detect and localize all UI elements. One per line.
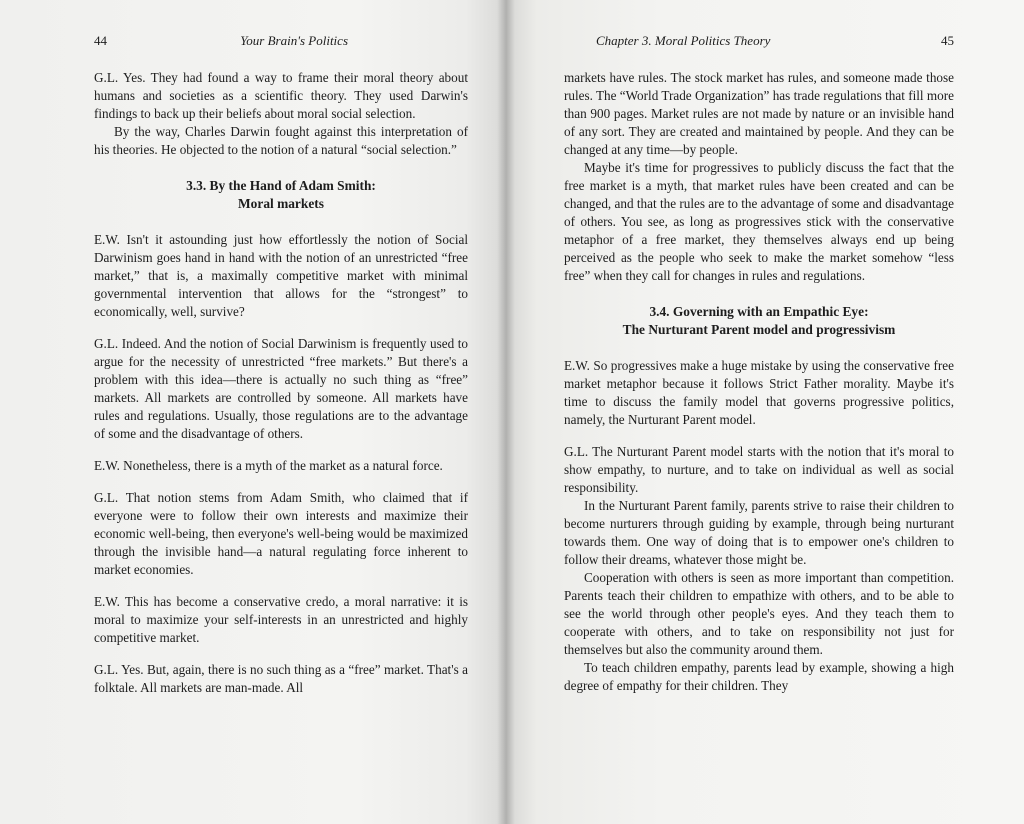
section-heading-line: 3.3. By the Hand of Adam Smith: [186,178,376,193]
paragraph: E.W. Nonetheless, there is a myth of the market as a natural force. [94,458,443,473]
paragraph: To teach children empathy, parents lead by example, showing a high degree of empathy for their children. They [564,660,954,693]
paragraph: In the Nurturant Parent family, parents strive to raise their children to become nurturers through guiding by example, through being nurturant towards them. One way of doing that is to empower one's children to follow their dreams, whatever those might be. [564,498,954,567]
left-page [0,0,506,824]
paragraph: By the way, Charles Darwin fought against this interpretation of his theories. He objected to the notion of a natural “social selection.” [94,124,468,157]
paragraph: E.W. Isn't it astounding just how effortlessly the notion of Social Darwinism goes hand in hand with the notion of an unrestricted “free market,” that is, a maximally competitive market with minimal governmental intervention that allows for the “strongest” to economically, well, survive? [94,232,468,319]
paragraph: G.L. The Nurturant Parent model starts with the notion that it's moral to show empathy, to nurture, and to take on individual as well as social responsibility. [564,444,954,495]
section-heading-line: 3.4. Governing with an Empathic Eye: [649,304,869,319]
paragraph: E.W. This has become a conservative credo, a moral narrative: it is moral to maximize your self-interests in an unrestricted and highly competitive market. [94,594,468,645]
section-heading-line: The Nurturant Parent model and progressivism [622,322,896,337]
section-heading [94,177,468,213]
left-running-title: Your Brain's Politics [240,33,348,48]
section-heading [564,303,954,339]
paragraph: E.W. So progressives make a huge mistake by using the conservative free market metaphor because it follows Strict Father morality. Maybe it's time to discuss the family model that governs progressive politics, namely, the Nurturant Parent model. [564,358,954,427]
left-page-number: 44 [94,33,107,48]
paragraph: Maybe it's time for progressives to publicly discuss the fact that the free market is a myth, that market rules have been created and can be changed, and that the rules are to the advantage of some and disadvantage of others. You see, as long as progressives stick with the conservative metaphor of a free market, they themselves always end up being perceived as the people who seek to make the market somehow “less free” when they call for changes in rules and regulations. [564,160,954,283]
paragraph: markets have rules. The stock market has rules, and someone made those rules. The “World Trade Organization” has trade regulations that fill more than 900 pages. Market rules are not made by nature or an invisible hand of any sort. They are created and maintained by people. And they can be changed at any time—by people. [564,70,954,157]
right-page-body [564,69,954,695]
paragraph: Cooperation with others is seen as more important than competition. Parents teach their children to empathize with others, and to be able to see the world through other people's eyes. And they teach them to cooperate with others, and to take on responsibility not just for themselves but also the community around them. [564,570,954,657]
right-page-number: 45 [941,33,954,48]
section-heading-line: Moral markets [238,196,324,211]
book-gutter [497,0,515,824]
right-running-title: Chapter 3. Moral Politics Theory [596,33,771,48]
left-running-head [94,33,468,63]
right-running-head [564,33,954,63]
paragraph: G.L. Yes. But, again, there is no such thing as a “free” market. That's a folktale. All markets are man-made. All [94,662,468,695]
left-page-body [94,69,468,697]
paragraph: G.L. That notion stems from Adam Smith, who claimed that if everyone were to follow their own interests and maximize their economic well-being, then everyone's well-being would be maximized through the invisible hand—a natural regulating force inherent to market economies. [94,490,468,577]
paragraph: G.L. Yes. They had found a way to frame their moral theory about humans and societies as a scientific theory. They used Darwin's findings to back up their beliefs about moral social selection. [94,70,468,121]
right-page [506,0,1024,824]
paragraph: G.L. Indeed. And the notion of Social Darwinism is frequently used to argue for the necessity of unrestricted “free markets.” But there's a problem with this idea—there is actually no such thing as “free” markets. All markets are controlled by someone. All markets have rules and regulations. Usually, those regulations are to the advantage of some and the disadvantage of others. [94,336,468,441]
